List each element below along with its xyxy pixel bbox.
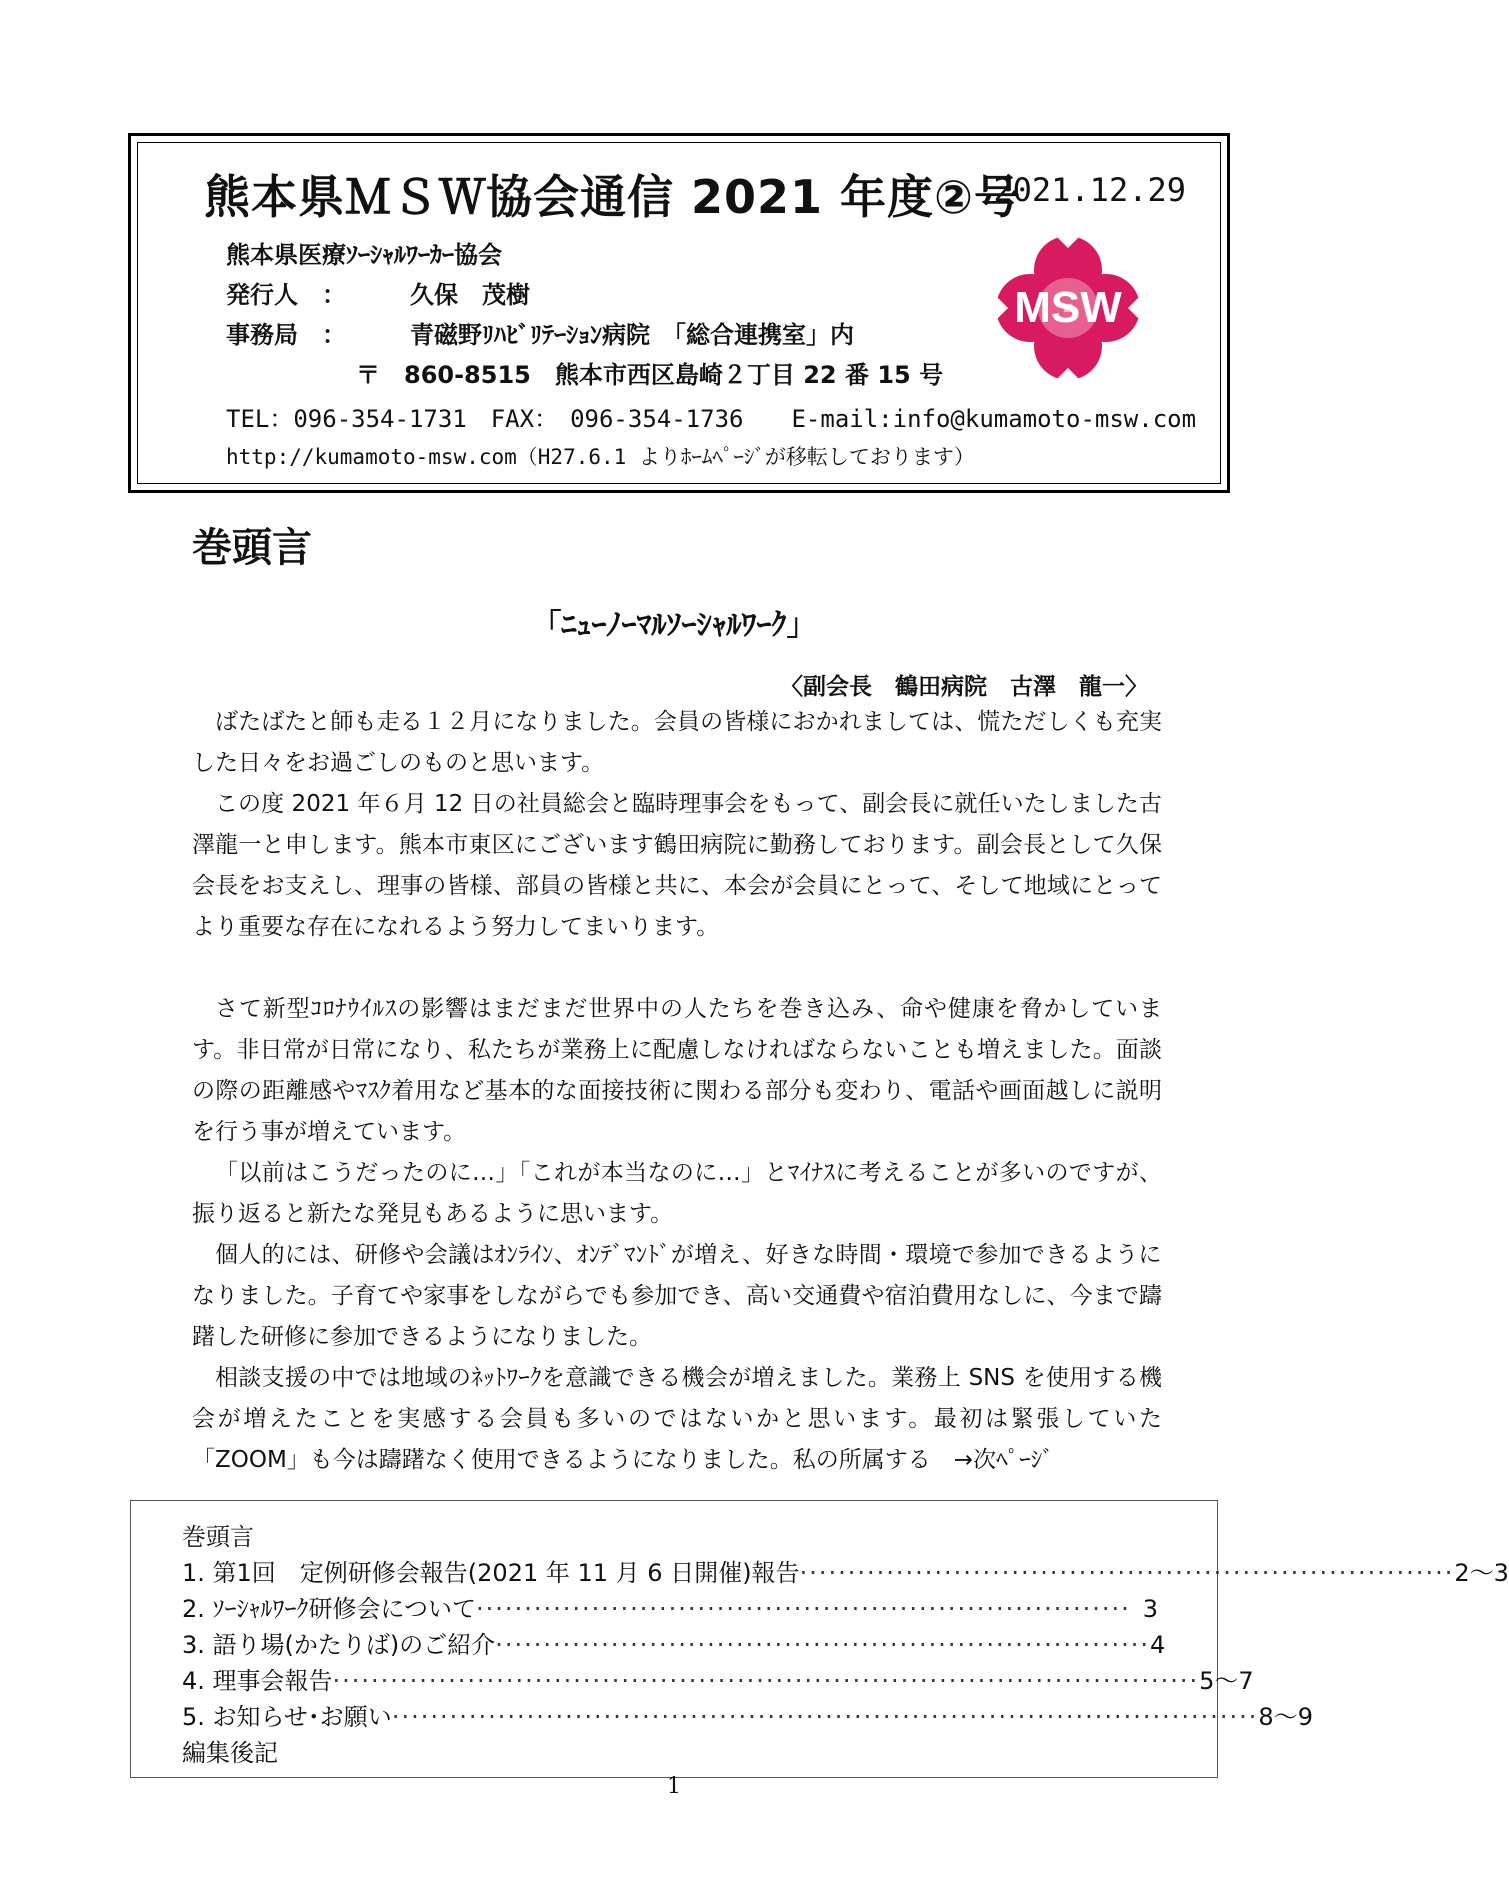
toc-item-label: 4. 理事会報告 [182,1667,333,1695]
toc-item[interactable] [182,1627,1166,1663]
header-inner-border [137,142,1221,484]
toc-leader-dots: ·························································································· [391,1703,1259,1731]
toc-item[interactable] [182,1735,1158,1771]
toc-item[interactable] [182,1699,1313,1735]
office-label: 事務局 ： [226,321,346,349]
toc-leader-dots: ···································································· [476,1595,1131,1623]
issue-date: 2021.12.29 [993,171,1186,209]
paragraph: ばたばたと師も走る１２月になりました。会員の皆様におかれましては、慌ただしくも充実した日々をお過ごしのものと思います。 [192,709,1162,776]
toc-leader-dots: ···································································· [799,1559,1455,1587]
section-title: 巻頭言 [192,525,312,571]
toc-item-page: 4 [1150,1631,1166,1659]
toc-item[interactable] [182,1555,1509,1591]
publisher-label: 発行人 ： [226,281,346,309]
toc-item[interactable] [182,1663,1254,1699]
article-body [192,702,1162,1481]
contact-info: TEL：096-354-1731 FAX： 096-354-1736 E-mail:info@kumamoto-msw.com [226,405,1197,433]
table-of-contents [130,1500,1509,1778]
organization-name: 熊本県医療ｿｰｼｬﾙﾜｰｶｰ協会 [226,241,502,269]
newsletter-title: 熊本県ＭＳＷ協会通信 2021 年度②号 [204,170,1022,224]
toc-leader-dots: ·························································································· [332,1667,1200,1695]
toc-item-label: 3. 語り場(かたりば)のご紹介 [182,1631,496,1659]
office-name: 青磁野ﾘﾊﾋﾞﾘﾃｰｼｮﾝ病院 「総合連携室」内 [410,321,854,349]
paragraph: 「以前はこうだったのに…」「これが本当なのに…」とﾏｲﾅｽに考えることが多いのですが、振り返ると新たな発見もあるように思います。 [192,1160,1162,1227]
paragraph: この度 2021 年６月 12 日の社員総会と臨時理事会をもって、副会長に就任いたしました古澤龍一と申します。熊本市東区にございます鶴田病院に勤務しております。副会長として久保会長をお支えし、理事の皆様、部員の皆様と共に、本会が会員にとって、そして地域にとってより重要な存在になれるよう努力してまいります。 [192,791,1162,940]
toc-item[interactable] [182,1591,1158,1627]
article-title: 「ﾆｭｰﾉｰﾏﾙｿｰｼｬﾙﾜｰｸ」 [531,608,817,643]
toc-item-label: 巻頭言 [182,1523,254,1551]
website-info: http://kumamoto-msw.com（H27.6.1 よりﾎｰﾑﾍﾟｰｼﾞが移転しております） [226,445,975,469]
publisher-name: 久保 茂樹 [410,281,530,309]
toc-leader-dots: ···································································· [495,1631,1151,1659]
toc-right-border [1217,1501,1218,1777]
page-number: 1 [667,1774,681,1799]
toc-item-page: 2～3 [1454,1559,1509,1587]
toc-item-page: 5～7 [1199,1667,1254,1695]
toc-item-label: 5. お知らせ･お願い [182,1703,392,1731]
toc-list [182,1519,1509,1771]
toc-item-label: 編集後記 [182,1739,278,1767]
toc-item-page: 8～9 [1258,1703,1313,1731]
paragraph: 個人的には、研修や会議はｵﾝﾗｲﾝ、ｵﾝﾃﾞﾏﾝﾄﾞが増え、好きな時間・環境で参加できるようになりました。子育てや家事をしながらでも参加でき、高い交通費や宿泊費用なしに、今まで躊躇した研修に参加できるようになりました。 [192,1242,1162,1350]
toc-item-label: 2. ｿｰｼｬﾙﾜｰｸ研修会について [182,1595,477,1623]
msw-logo [988,228,1148,388]
header-box [128,133,1230,493]
logo-text: MSW [1014,283,1122,332]
paragraph: さて新型ｺﾛﾅｳｲﾙｽの影響はまだまだ世界中の人たちを巻き込み、命や健康を脅かしています。非日常が日常になり、私たちが業務上に配慮しなければならないことも増えました。面談の際の距離感やﾏｽｸ着用など基本的な面接技術に関わる部分も変わり、電話や画面越しに説明を行う事が増えています。 [192,996,1162,1145]
toc-item[interactable] [182,1519,1158,1555]
office-address: 〒 860-8515 熊本市西区島崎２丁目 22 番 15 号 [356,361,944,389]
toc-item-page: 3 [1142,1595,1158,1623]
article-byline: 〈副会長 鶴田病院 古澤 龍一〉 [780,674,1148,700]
toc-item-label: 1. 第1回 定例研修会報告(2021 年 11 月 6 日開催)報告 [182,1559,800,1587]
paragraph: 相談支援の中では地域のﾈｯﾄﾜｰｸを意識できる機会が増えました。業務上 SNS を使用する機会が増えたことを実感する会員も多いのではないかと思います。最初は緊張していた「ZOOM」も今は躊躇なく使用できるようになりました。私の所属する →次ﾍﾟｰｼﾞ [192,1365,1162,1473]
toc-left-border [130,1501,131,1777]
